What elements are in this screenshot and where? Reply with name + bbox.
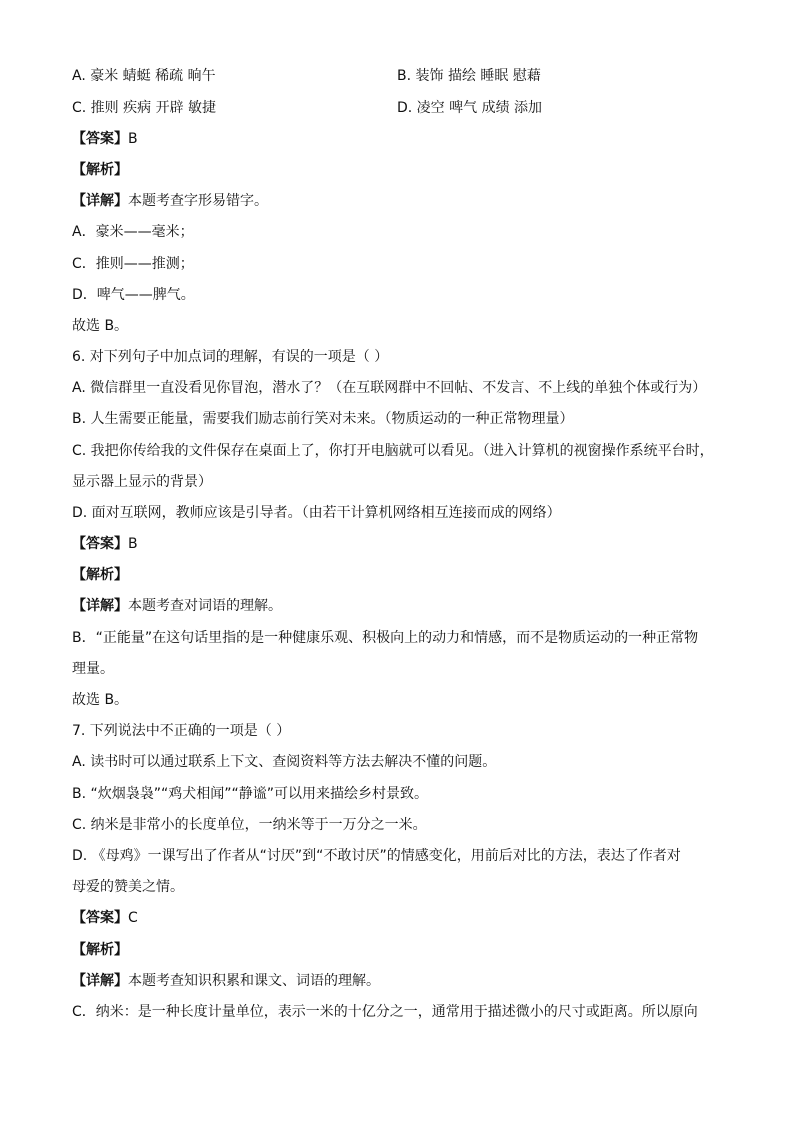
q6-detail-line: B．“正能量”在这句话里指的是一种健康乐观、积极向上的动力和情感，而不是物质运动的一种正常物 [72, 630, 699, 646]
q5-detail-line: D．啤气——脾气。 [72, 287, 195, 303]
q5-answer [72, 129, 722, 149]
q6-option-c-cont: 显示器上显示的背景） [72, 474, 212, 490]
q7-option-d: D. 《母鸡》一课写出了作者从“讨厌”到“不敢讨厌”的情感变化，用前后对比的方法，表达了作者对 [72, 848, 681, 864]
detail-tag: 【详解】 [72, 973, 128, 989]
q6-option-a: A. 微信群里一直没看见你冒泡，潜水了？（在互联网群中不回帖、不发言、不上线的单独个体或行为） [72, 380, 707, 396]
q5-option-a: A. 豪米 蜻蜓 稀疏 晌午 [72, 68, 216, 84]
q6-answer [72, 534, 722, 554]
q6-option-c: C. 我把你传给我的文件保存在桌面上了，你打开电脑就可以看见。（进入计算机的视窗操作系统平台时， [72, 443, 714, 459]
detail-tag: 【详解】 [72, 193, 128, 209]
answer-value: C [128, 910, 138, 926]
q7-option-a: A. 读书时可以通过联系上下文、查阅资料等方法去解决不懂的问题。 [72, 754, 497, 770]
q6-stem: 6. 对下列句子中加点词的理解，有误的一项是（ ） [72, 349, 389, 365]
detail-text: 本题考查知识积累和课文、词语的理解。 [128, 973, 380, 989]
detail-text: 本题考查字形易错字。 [128, 193, 268, 209]
q7-analysis-tag: 【解析】 [72, 942, 128, 958]
q5-detail [72, 191, 722, 211]
q5-detail-line: A．豪米——毫米； [72, 224, 194, 240]
q6-detail-line-cont: 理量。 [72, 661, 114, 677]
q6-analysis-tag: 【解析】 [72, 567, 128, 583]
q5-detail-line: C．推则——推测； [72, 256, 194, 272]
q6-conclusion: 故选 B。 [72, 692, 129, 708]
detail-tag: 【详解】 [72, 598, 128, 614]
q7-option-b: B. “炊烟袅袅”“鸡犬相闻”“静谧”可以用来描绘乡村景致。 [72, 786, 429, 802]
q5-option-d: D. 凌空 啤气 成绩 添加 [397, 100, 543, 116]
q5-option-c: C. 推则 疾病 开辟 敏捷 [72, 100, 217, 116]
answer-tag: 【答案】 [72, 131, 128, 147]
q5-conclusion: 故选 B。 [72, 318, 129, 334]
answer-value: B [128, 536, 138, 552]
q5-analysis-tag: 【解析】 [72, 162, 128, 178]
q7-detail [72, 971, 722, 991]
q7-detail-line: C．纳米：是一种长度计量单位，表示一米的十亿分之一，通常用于描述微小的尺寸或距离。所以原向 [72, 1004, 698, 1020]
detail-text: 本题考查对词语的理解。 [128, 598, 282, 614]
answer-tag: 【答案】 [72, 910, 128, 926]
q5-option-b: B. 装饰 描绘 睡眠 慰藉 [397, 68, 541, 84]
q6-detail [72, 596, 722, 616]
q6-option-b: B. 人生需要正能量，需要我们励志前行笑对未来。（物质运动的一种正常物理量） [72, 411, 574, 427]
q7-answer [72, 908, 722, 928]
answer-tag: 【答案】 [72, 536, 128, 552]
q7-stem: 7. 下列说法中不正确的一项是（ ） [72, 723, 291, 739]
q7-option-d-cont: 母爱的赞美之情。 [72, 879, 184, 895]
answer-value: B [128, 131, 138, 147]
q7-option-c: C. 纳米是非常小的长度单位，一纳米等于一万分之一米。 [72, 817, 427, 833]
q6-option-d: D. 面对互联网，教师应该是引导者。（由若干计算机网络相互连接而成的网络） [72, 505, 561, 521]
